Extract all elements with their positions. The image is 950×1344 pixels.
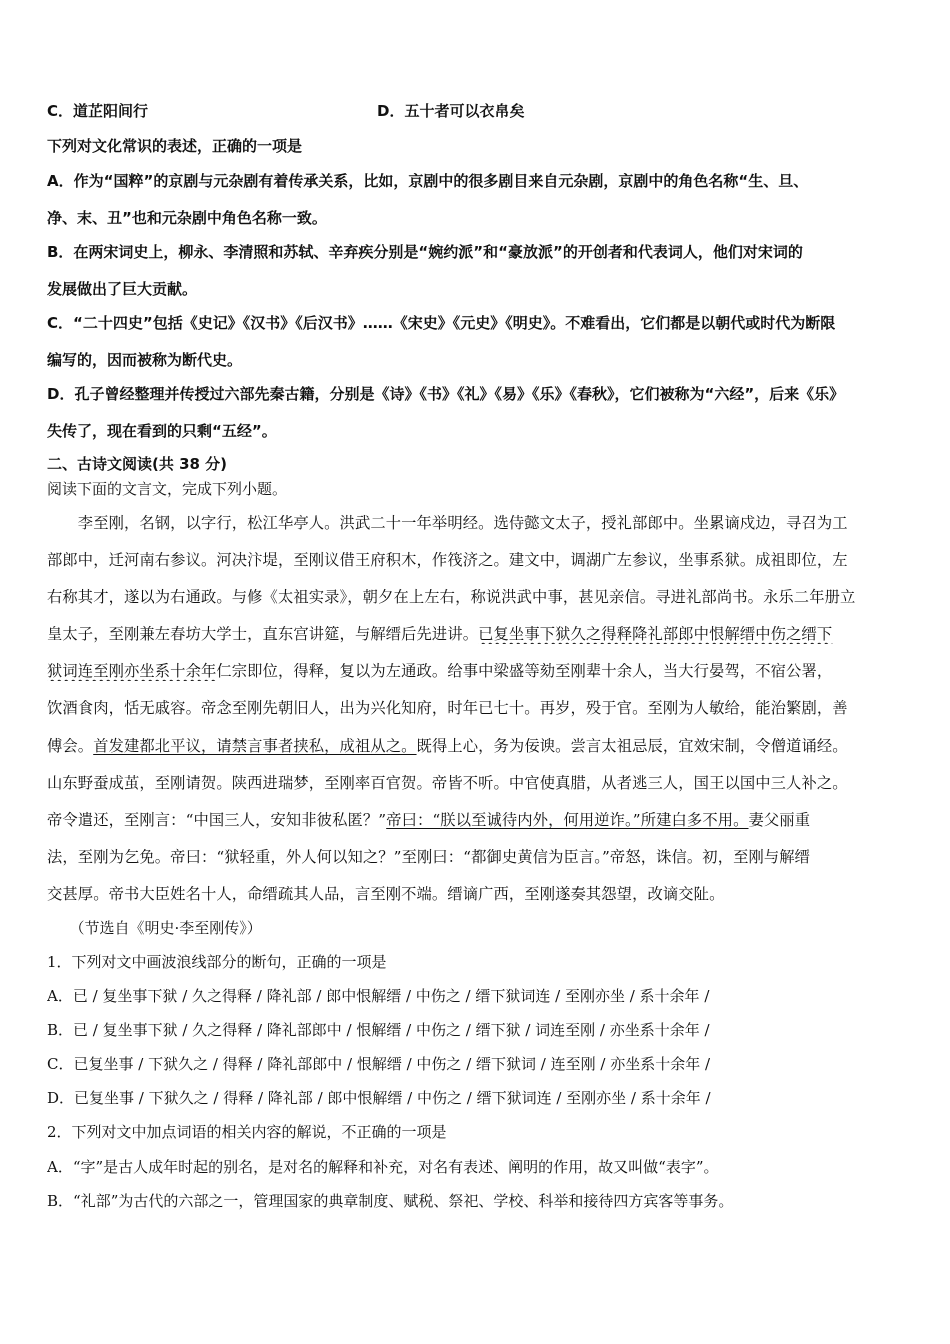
option-a: A．已 / 复坐事下狱 / 久之得释 / 降礼部 / 郎中恨解缙 / 中伤之 / 缙下狱词连 / 至刚亦坐 / 系十余年 / bbox=[47, 987, 710, 1005]
option-b: B．已 / 复坐事下狱 / 久之得释 / 降礼部郎中 / 恨解缙 / 中伤之 / 缙下狱 / 词连至刚 / 亦坐系十余年 / bbox=[47, 1021, 710, 1039]
passage-line: 李至刚，名钢，以字行，松江华亭人。洪武二十一年举明经。选侍懿文太子，授礼部郎中。坐累谪戍边，寻召为工 bbox=[47, 514, 848, 532]
passage-text: 傅会。 bbox=[47, 737, 94, 755]
option-a-line-2: 净、末、丑”也和元杂剧中角色名称一致。 bbox=[47, 209, 327, 227]
passage-line: 交甚厚。帝书大臣姓名十人，命缙疏其人品，言至刚不端。缙谪广西，至刚遂奏其怨望，改谪交阯。 bbox=[47, 885, 725, 903]
option-b: B．“礼部”为古代的六部之一，管理国家的典章制度、赋税、祭祀、学校、科举和接待四方宾客等事务。 bbox=[47, 1192, 734, 1210]
option-c-line-2: 编写的，因而被称为断代史。 bbox=[47, 351, 243, 369]
option-c-line-1: C．“二十四史”包括《史记》《汉书》《后汉书》……《宋史》《元史》《明史》。不难看出，它们都是以朝代或时代为断限 bbox=[47, 314, 836, 332]
passage-source: （节选自《明史·李至刚传》） bbox=[47, 919, 262, 937]
option-c: C．已复坐事 / 下狱久之 / 得释 / 降礼部郎中 / 恨解缙 / 中伤之 / 缙下狱词 / 连至刚 / 亦坐系十余年 / bbox=[47, 1055, 711, 1073]
passage-line bbox=[47, 736, 907, 756]
passage-line bbox=[47, 661, 907, 681]
option-a-line-1: A．作为“国粹”的京剧与元杂剧有着传承关系，比如，京剧中的很多剧目来自元杂剧，京剧中的角色名称“生、旦、 bbox=[47, 172, 809, 190]
section-instruction: 阅读下面的文言文，完成下列小题。 bbox=[47, 480, 288, 498]
section-heading: 二、古诗文阅读(共 38 分) bbox=[47, 455, 228, 473]
passage-line: 右称其才，遂以为右通政。与修《太祖实录》，朝夕在上左右，称说洪武中事，甚见亲信。寻进礼部尚书。永乐二年册立 bbox=[47, 588, 856, 606]
passage-text: 仁宗即位，得释，复以为左通政。给事中梁盛等劾至刚辈十余人，当大行晏驾，不宿公署， bbox=[216, 662, 833, 680]
passage-text: 既得上心，务为佞谀。尝言太祖忌辰，宜效宋制，令僧道诵经。 bbox=[416, 737, 848, 755]
option-d-line-1: D．孔子曾经整理并传授过六部先秦古籍，分别是《诗》《书》《礼》《易》《乐》《春秋》，它们被称为“六经”，后来《乐》 bbox=[47, 385, 845, 403]
question-stem: 1．下列对文中画波浪线部分的断句，正确的一项是 bbox=[47, 953, 387, 971]
passage-text: 妻父丽重 bbox=[748, 811, 811, 829]
passage-line bbox=[47, 624, 907, 644]
underlined-sentence: 帝曰：“朕以至诚待内外，何用逆诈。”所建白多不用。 bbox=[386, 811, 749, 829]
passage-text: 皇太子，至刚兼左春坊大学士，直东宫讲筵，与解缙后先进讲。 bbox=[47, 625, 479, 643]
passage-text: 帝令遣还，至刚言：“中国三人，安知非彼私匿？” bbox=[47, 811, 387, 829]
passage-line bbox=[47, 810, 907, 830]
passage-line: 饮酒食肉，恬无戚容。帝念至刚先朝旧人，出为兴化知府，时年已七十。再岁，殁于官。至刚为人敏给，能治繁剧，善 bbox=[47, 699, 848, 717]
passage-line: 部郎中，迁河南右参议。河决汴堤，至刚议借王府积木，作筏济之。建文中，调湖广左参议，坐事系狱。成祖即位，左 bbox=[47, 551, 848, 569]
option-a: A．“字”是古人成年时起的别名，是对名的解释和补充，对名有表述、阐明的作用，故又叫做“表字”。 bbox=[47, 1158, 719, 1176]
option-b-line-2: 发展做出了巨大贡献。 bbox=[47, 280, 198, 298]
wavy-underlined-text: 狱词连至刚亦坐系十余年 bbox=[47, 662, 217, 680]
option-d: D．已复坐事 / 下狱久之 / 得释 / 降礼部 / 郎中恨解缙 / 中伤之 / 缙下狱词连 / 至刚亦坐 / 系十余年 / bbox=[47, 1089, 711, 1107]
underlined-sentence: 首发建都北平议，请禁言事者挟私，成祖从之。 bbox=[93, 737, 417, 755]
question-stem: 下列对文化常识的表述，正确的一项是 bbox=[47, 137, 303, 155]
option-d: D．五十者可以衣帛矣 bbox=[377, 102, 525, 120]
option-b-line-1: B．在两宋词史上，柳永、李清照和苏轼、辛弃疾分别是“婉约派”和“豪放派”的开创者和代表词人，他们对宋词的 bbox=[47, 243, 803, 261]
wavy-underlined-text: 已复坐事下狱久之得释降礼部郎中恨解缙中伤之缙下 bbox=[478, 625, 833, 643]
passage-line: 山东野蚕成茧，至刚请贺。陕西进瑞梦，至刚率百官贺。帝皆不听。中官使真腊，从者逃三人，国王以国中三人补之。 bbox=[47, 774, 848, 792]
passage-line: 法，至刚为乞免。帝曰：“狱轻重，外人何以知之？”至刚曰：“都御史黄信为臣言。”帝怒，诛信。初，至刚与解缙 bbox=[47, 848, 811, 866]
question-stem: 2．下列对文中加点词语的相关内容的解说，不正确的一项是 bbox=[47, 1123, 447, 1141]
option-d-line-2: 失传了，现在看到的只剩“五经”。 bbox=[47, 422, 277, 440]
option-c: C．道芷阳间行 bbox=[47, 102, 149, 120]
